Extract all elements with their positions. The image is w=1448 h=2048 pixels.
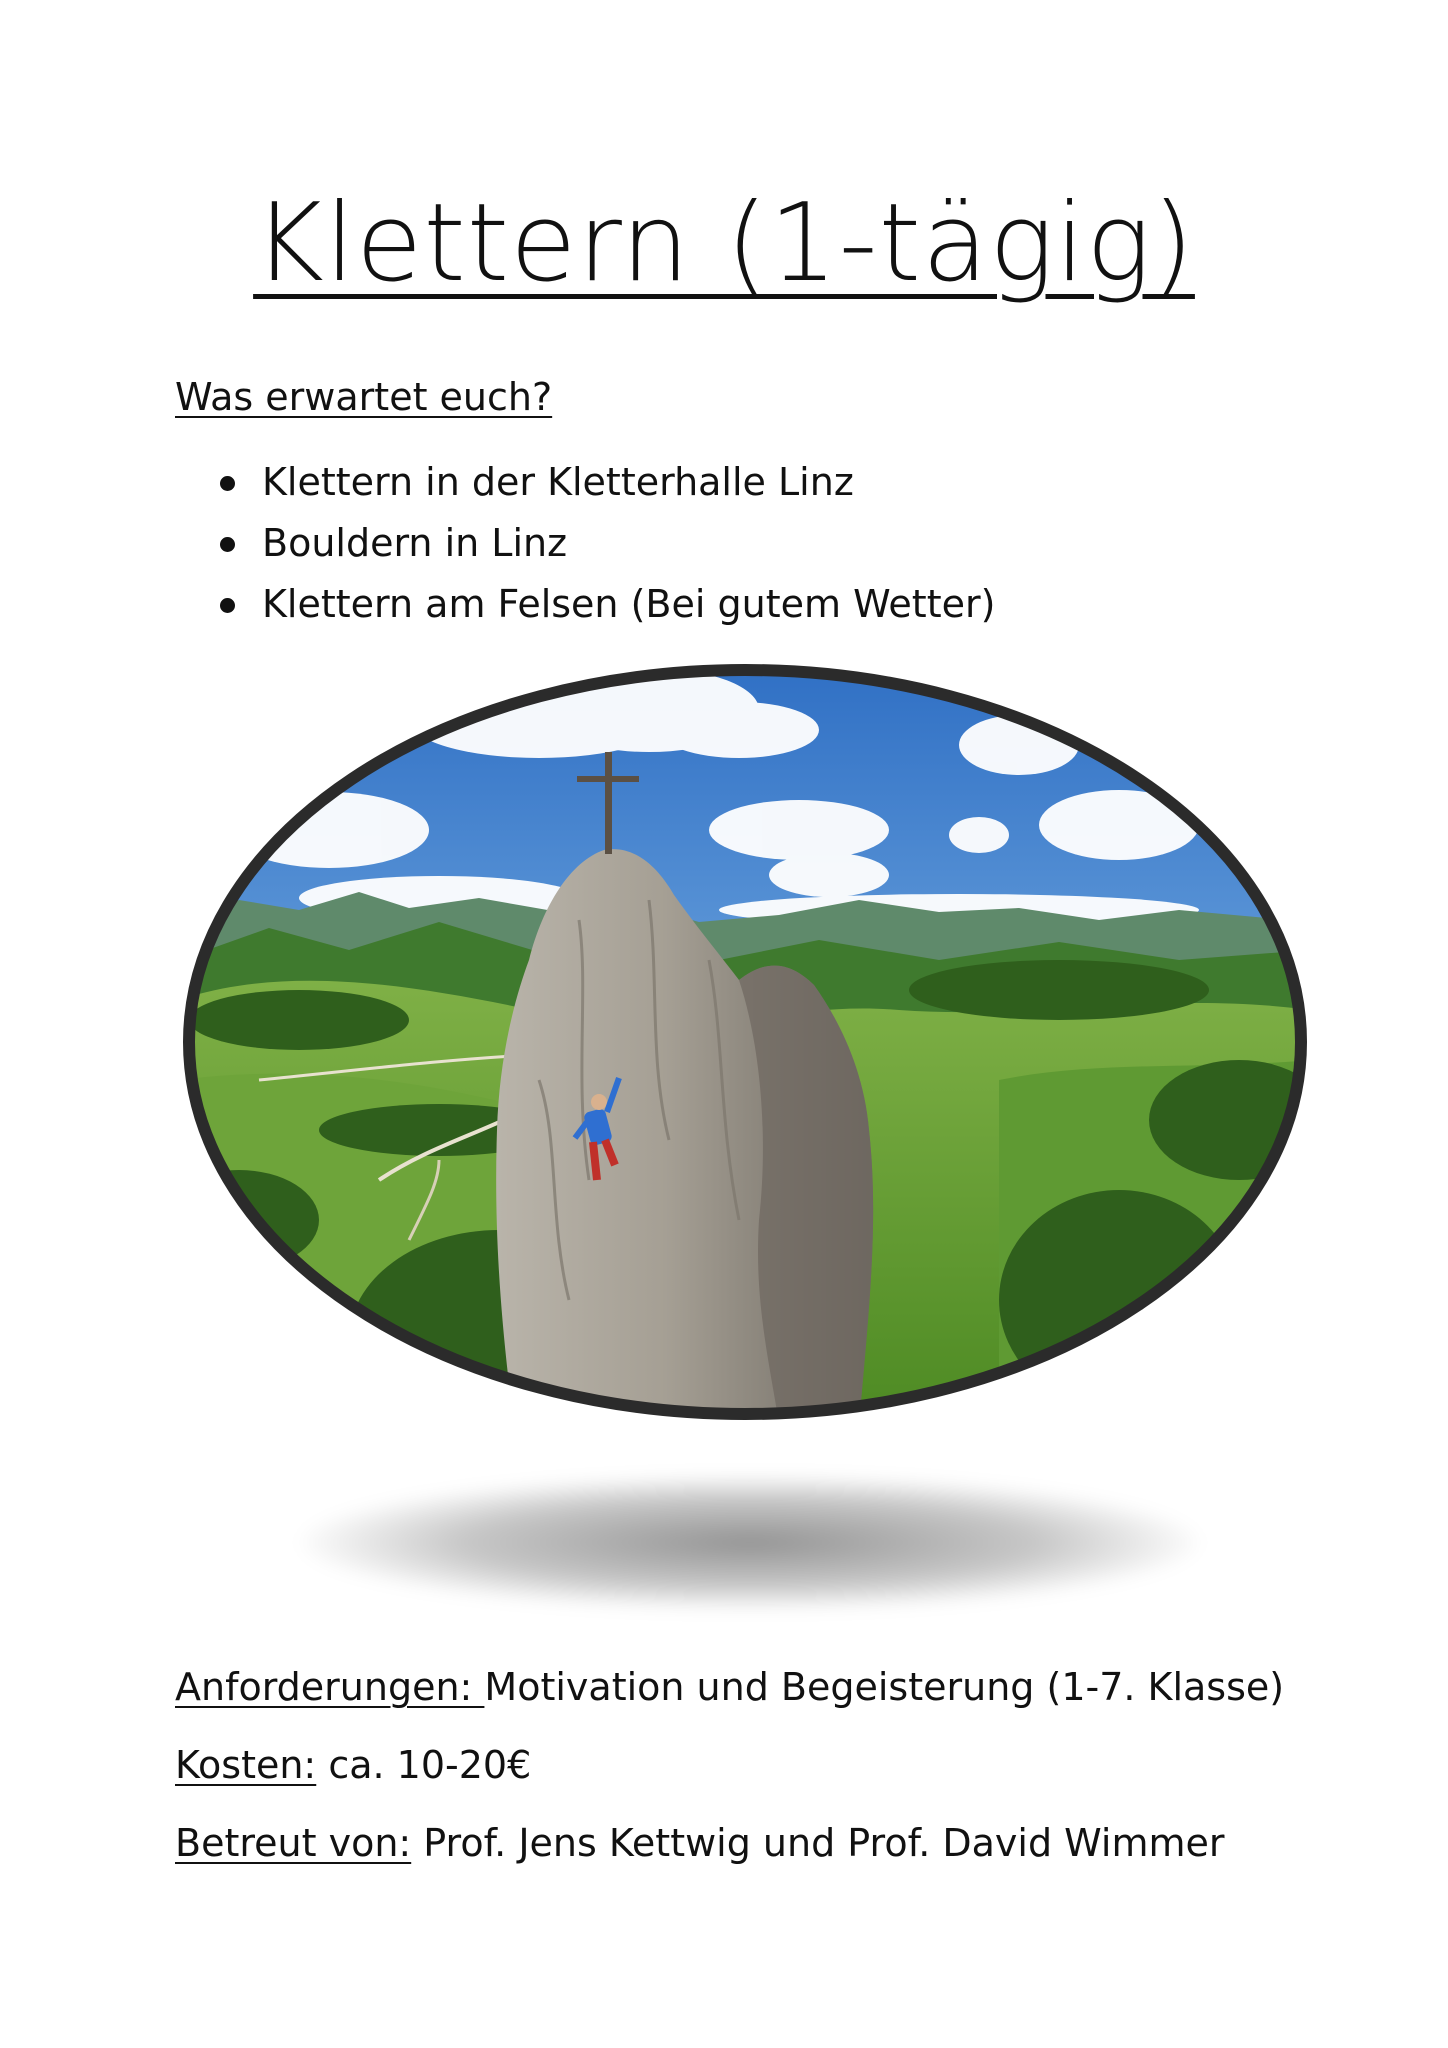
list-item: Klettern am Felsen (Bei gutem Wetter) [262, 574, 995, 635]
list-item: Klettern in der Kletterhalle Linz [262, 452, 995, 513]
supervised-label: Betreut von: [175, 1821, 412, 1865]
costs-label: Kosten: [175, 1743, 317, 1787]
section-heading: Was erwartet euch? [175, 375, 553, 419]
supervised-value: Prof. Jens Kettwig und Prof. David Wimmer [411, 1821, 1225, 1865]
climbing-photo-image [179, 660, 1311, 1424]
climbing-photo [179, 660, 1311, 1424]
activity-list [262, 452, 995, 635]
costs-line [175, 1743, 531, 1787]
page-title: Klettern (1-tägig) [253, 181, 1195, 306]
supervised-line [175, 1821, 1224, 1865]
list-item: Bouldern in Linz [262, 513, 995, 574]
photo-shadow [300, 1475, 1200, 1610]
requirements-label: Anforderungen: [175, 1665, 485, 1709]
bullet-icon [220, 537, 235, 552]
bullet-icon [220, 476, 235, 491]
costs-value: ca. 10-20€ [316, 1743, 532, 1787]
requirements-line [175, 1665, 1284, 1709]
bullet-icon [220, 598, 235, 613]
requirements-value: Motivation und Begeisterung (1-7. Klasse) [484, 1665, 1285, 1709]
